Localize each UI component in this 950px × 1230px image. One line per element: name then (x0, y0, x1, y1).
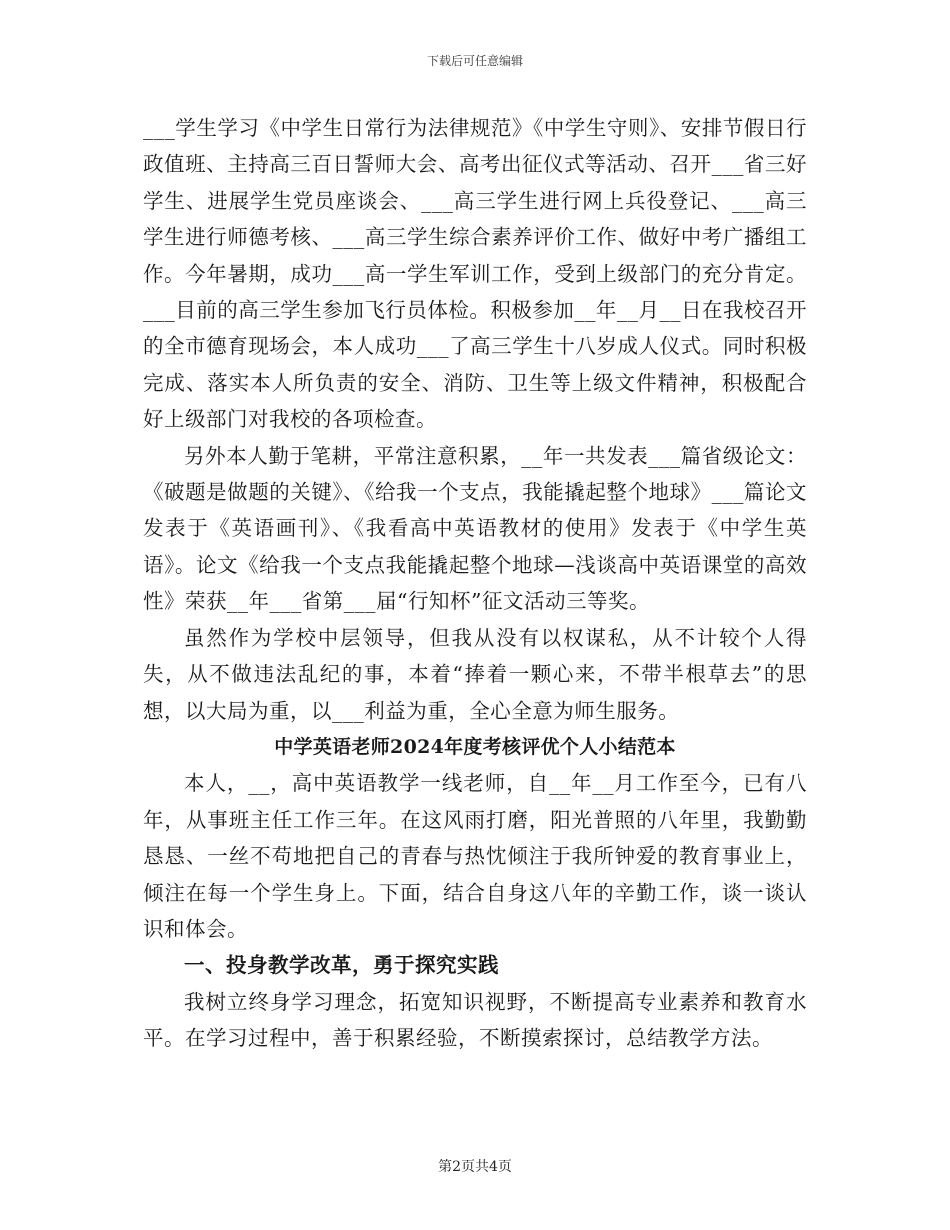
section-heading: 一、投身教学改革，勇于探究实践 (184, 953, 499, 978)
page-footer: 第2页共4页 (438, 1159, 512, 1175)
paragraph-learning: 我树立终身学习理念，拓宽知识视野，不断提高专业素养和教育水平。在学习过程中，善于积累经验，不断摸索探讨，总结教学方法。 (143, 989, 807, 1051)
paragraph-student-affairs: ___学生学习《中学生日常行为法律规范》《中学生守则》、安排节假日行政值班、主持高三百日誓师大会、高考出征仪式等活动、召开___省三好学生、进展学生党员座谈会、___高三学生进行网上兵役登记、___高三学生进行师德考核、___高三学生综合素养评价工作、做好中考广播组工作。今年暑期，成功___高一学生军训工作，受到上级部门的充分肯定。___目前的高三学生参加飞行员体检。积极参加__年__月__日在我校召开的全市德育现场会，本人成功___了高三学生十八岁成人仪式。同时积极完成、落实本人所负责的安全、消防、卫生等上级文件精神，积极配合好上级部门对我校的各项检查。 (143, 116, 807, 432)
paragraph-integrity: 虽然作为学校中层领导，但我从没有以权谋私，从不计较个人得失，从不做违法乱纪的事，本着“捧着一颗心来，不带半根草去”的思想，以大局为重，以___利益为重，全心全意为师生服务。 (143, 625, 807, 723)
paragraph-introduction: 本人，__，高中英语教学一线老师，自__年__月工作至今，已有八年，从事班主任工作三年。在这风雨打磨，阳光普照的八年里，我勤勤恳恳、一丝不苟地把自己的青春与热忱倾注于我所钟爱的教育事业上，倾注在每一个学生身上。下面，结合自身这八年的辛勤工作，谈一谈认识和体会。 (143, 771, 807, 941)
document-body (143, 110, 807, 1057)
paragraph-publications: 另外本人勤于笔耕，平常注意积累，__年一共发表___篇省级论文：《破题是做题的关键》、《给我一个支点，我能撬起整个地球》___篇论文发表于《英语画刊》、《我看高中英语教材的使用》发表于《中学生英语》。论文《给我一个支点我能撬起整个地球—浅谈高中英语课堂的高效性》荣获__年___省第___届“行知杯”征文活动三等奖。 (143, 443, 807, 614)
document-title: 中学英语老师2024年度考核评优个人小结范本 (274, 735, 676, 758)
page-header: 下载后可任意编辑 (426, 54, 523, 68)
